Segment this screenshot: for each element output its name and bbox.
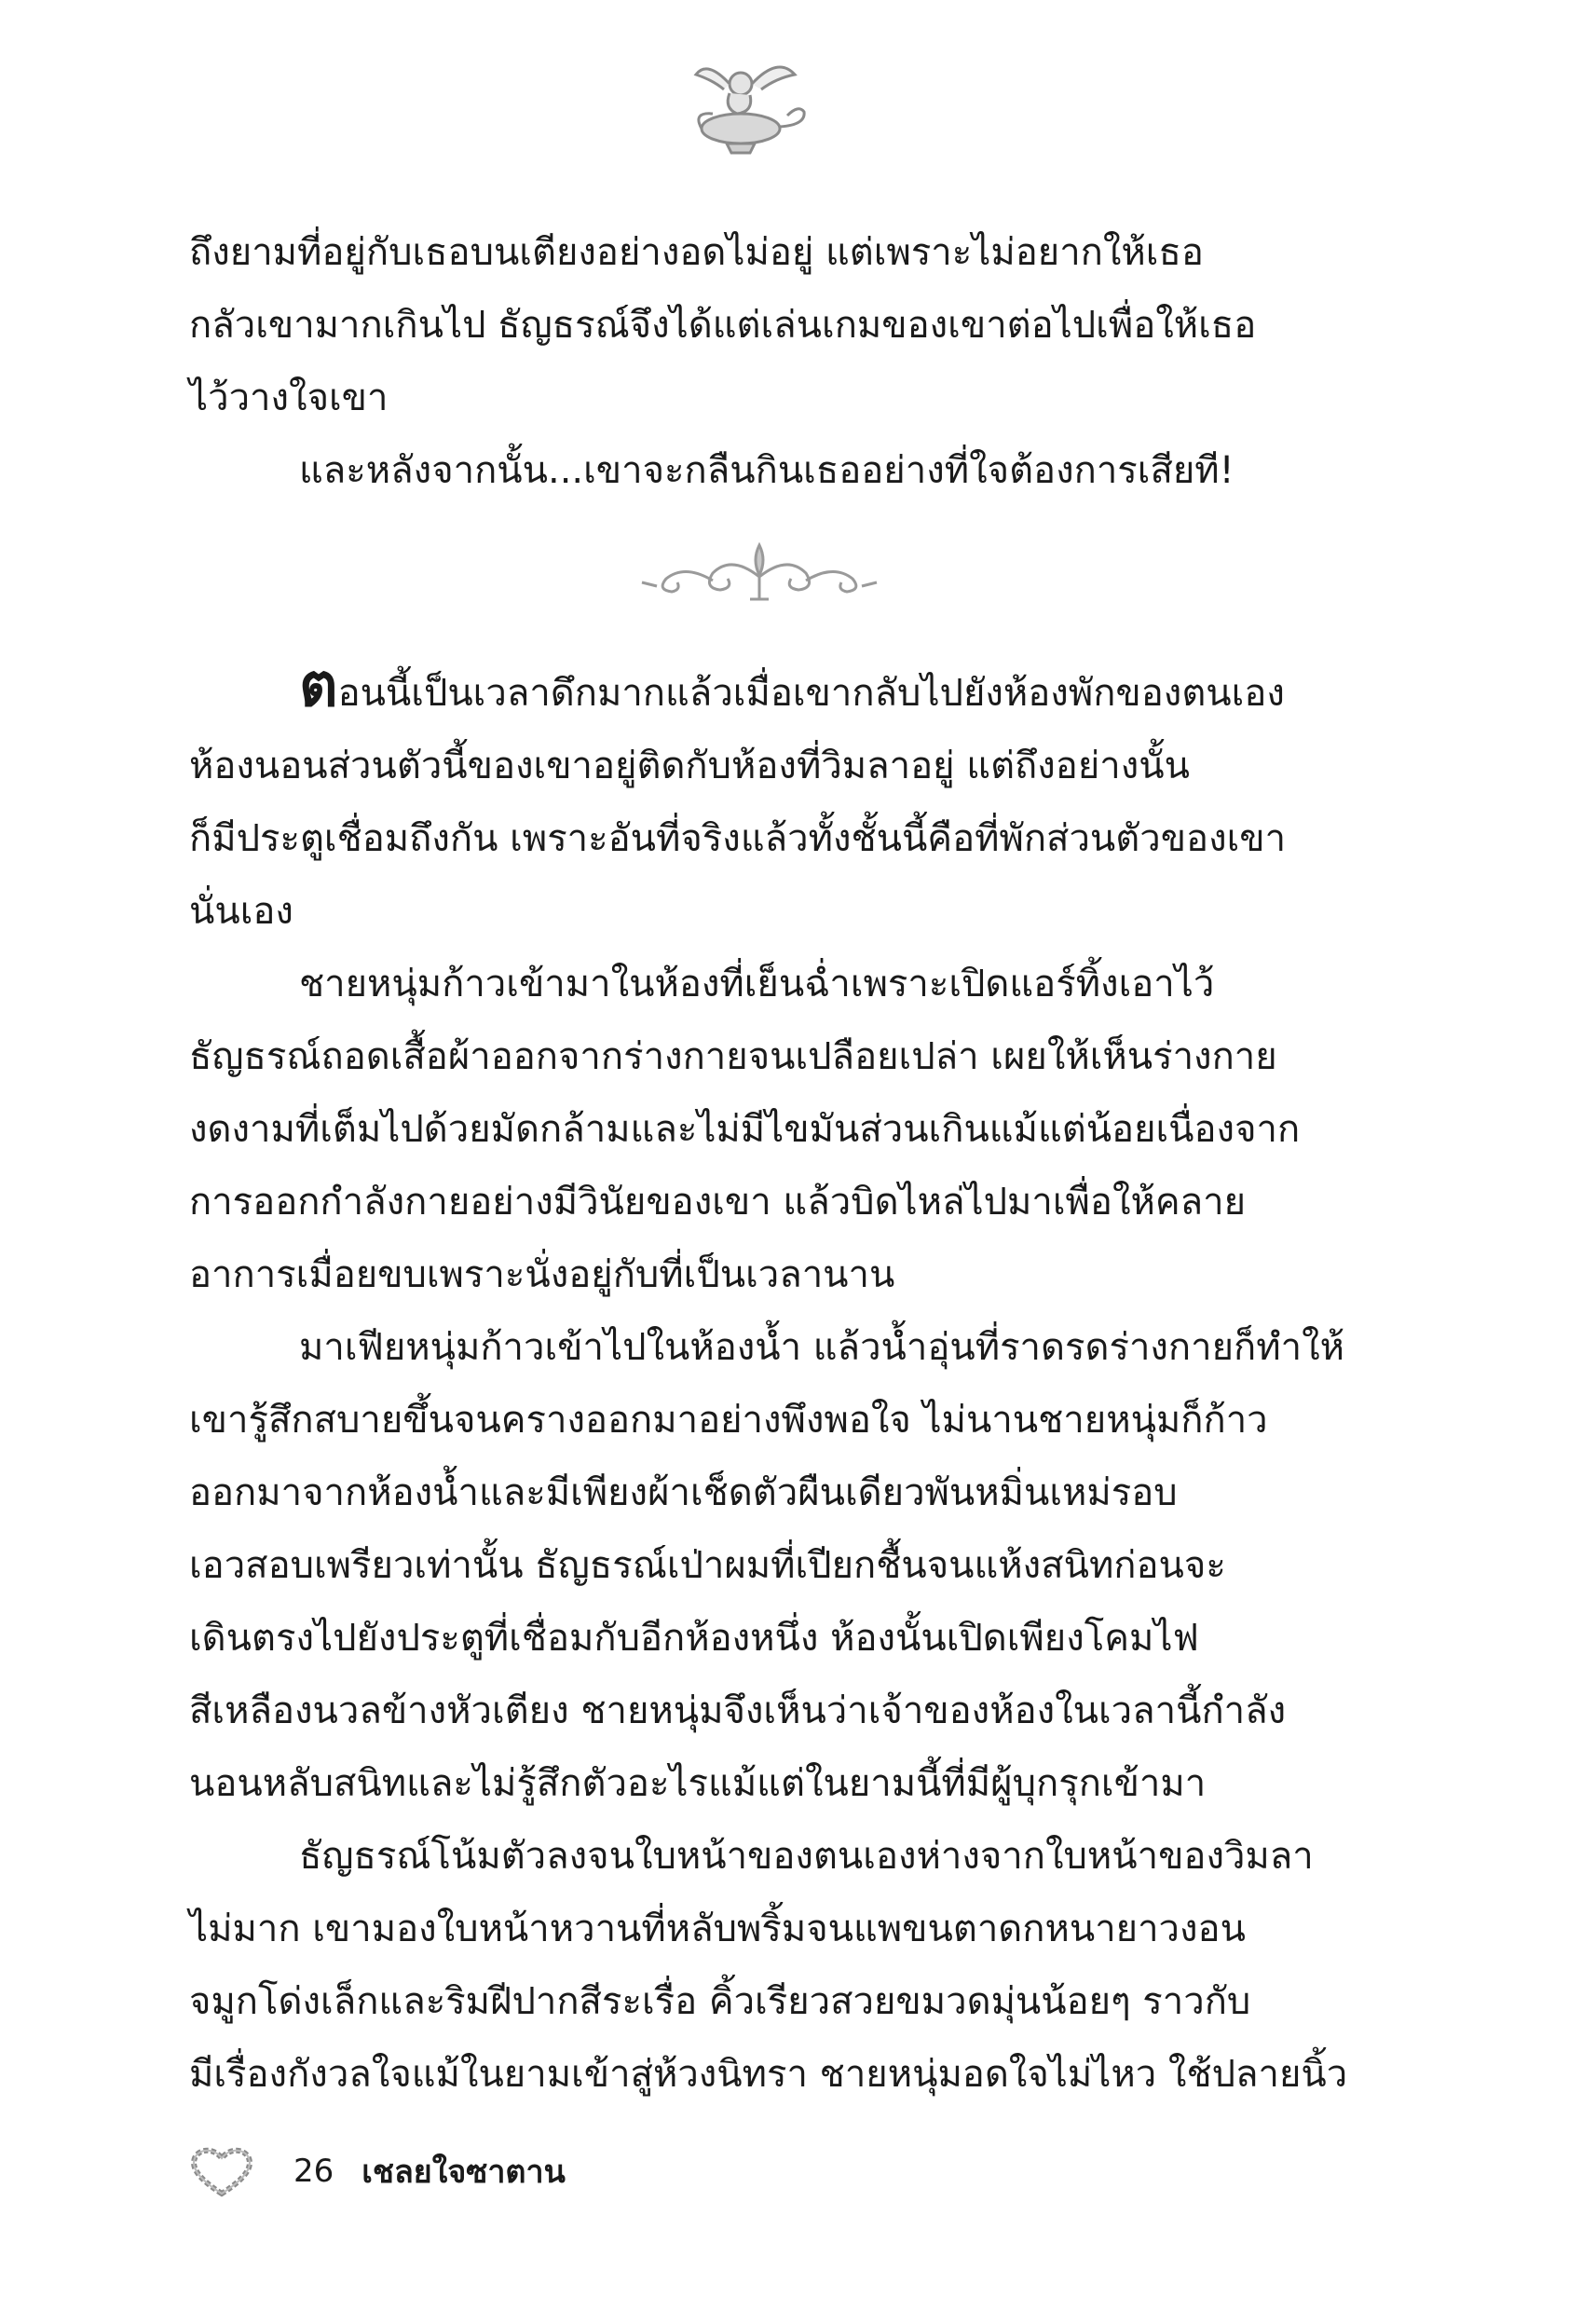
text-block-top bbox=[189, 216, 1326, 507]
text-line: มีเรื่องกังวลใจแม้ในยามเข้าสู่ห้วงนิทรา ชายหนุ่มอดใจไม่ไหว ใช้ปลายนิ้ว bbox=[189, 2053, 1348, 2096]
text-line: ธัญธรณ์โน้มตัวลงจนใบหน้าของตนเองห่างจากใบหน้าของวิมลา bbox=[299, 1835, 1314, 1878]
page-footer bbox=[189, 2145, 566, 2197]
text-line: ออกมาจากห้องน้ำและมีเพียงผ้าเช็ดตัวผืนเดียวพันหมิ่นเหม่รอบ bbox=[189, 1471, 1178, 1514]
book-title: เชลยใจซาตาน bbox=[361, 2154, 566, 2191]
scroll-divider-ornament-icon bbox=[638, 536, 880, 610]
text-line: มาเฟียหนุ่มก้าวเข้าไปในห้องน้ำ แล้วน้ำอุ่นที่ราดรดร่างกายก็ทำให้ bbox=[299, 1326, 1344, 1369]
text-block-main bbox=[189, 650, 1348, 2111]
text-line: สีเหลืองนวลข้างหัวเตียง ชายหนุ่มจึงเห็นว่าเจ้าของห้องในเวลานี้กำลัง bbox=[189, 1689, 1287, 1732]
text-line: ชายหนุ่มก้าวเข้ามาในห้องที่เย็นฉ่ำเพราะเปิดแอร์ทิ้งเอาไว้ bbox=[299, 963, 1215, 1005]
page-number: 26 bbox=[293, 2153, 334, 2190]
cherub-lamp-ornament-icon bbox=[675, 47, 815, 158]
text-line: และหลังจากนั้น...เขาจะกลืนกินเธออย่างที่ใจต้องการเสียที! bbox=[299, 449, 1235, 492]
text-line: ธัญธรณ์ถอดเสื้อผ้าออกจากร่างกายจนเปลือยเปล่า เผยให้เห็นร่างกาย bbox=[189, 1035, 1277, 1078]
opening-line bbox=[189, 650, 1326, 730]
text-line: จมูกโด่งเล็กและริมฝีปากสีระเรื่อ คิ้วเรียวสวยขมวดมุ่นน้อยๆ ราวกับ bbox=[189, 1980, 1251, 2023]
text-line: นอนหลับสนิทและไม่รู้สึกตัวอะไรแม้แต่ในยามนี้ที่มีผู้บุกรุกเข้ามา bbox=[189, 1762, 1207, 1805]
text-line: ห้องนอนส่วนตัวนี้ของเขาอยู่ติดกับห้องที่วิมลาอยู่ แต่ถึงอย่างนั้น bbox=[189, 745, 1190, 787]
text-line: เดินตรงไปยังประตูที่เชื่อมกับอีกห้องหนึ่ง ห้องนั้นเปิดเพียงโคมไฟ bbox=[189, 1617, 1199, 1660]
text-line: ไม่มาก เขามองใบหน้าหวานที่หลับพริ้มจนแพขนตาดกหนายาวงอน bbox=[189, 1908, 1246, 1950]
text-line: เขารู้สึกสบายขึ้นจนครางออกมาอย่างพึงพอใจ ไม่นานชายหนุ่มก็ก้าว bbox=[189, 1399, 1268, 1442]
text-line: ไว้วางใจเขา bbox=[189, 376, 389, 419]
text-line: งดงามที่เต็มไปด้วยมัดกล้ามและไม่มีไขมันส่วนเกินแม้แต่น้อยเนื่องจาก bbox=[189, 1108, 1301, 1151]
text-line: อาการเมื่อยขบเพราะนั่งอยู่กับที่เป็นเวลานาน bbox=[189, 1253, 895, 1296]
text-line: กลัวเขามากเกินไป ธัญธรณ์จึงได้แต่เล่นเกมของเขาต่อไปเพื่อให้เธอ bbox=[189, 304, 1257, 347]
heart-wreath-icon bbox=[189, 2145, 254, 2197]
opening-line-text: อนนี้เป็นเวลาดึกมากแล้วเมื่อเขากลับไปยังห้องพักของตนเอง bbox=[337, 672, 1285, 715]
drop-cap: ต bbox=[299, 650, 338, 720]
text-line: ก็มีประตูเชื่อมถึงกัน เพราะอันที่จริงแล้วทั้งชั้นนี้คือที่พักส่วนตัวของเขา bbox=[189, 817, 1287, 860]
text-line: ถึงยามที่อยู่กับเธอบนเตียงอย่างอดไม่อยู่ แต่เพราะไม่อยากให้เธอ bbox=[189, 231, 1204, 274]
text-line: เอวสอบเพรียวเท่านั้น ธัญธรณ์เป่าผมที่เปียกชื้นจนแห้งสนิทก่อนจะ bbox=[189, 1544, 1226, 1587]
text-line: การออกกำลังกายอย่างมีวินัยของเขา แล้วบิดไหล่ไปมาเพื่อให้คลาย bbox=[189, 1181, 1247, 1224]
text-line: นั่นเอง bbox=[189, 890, 293, 933]
